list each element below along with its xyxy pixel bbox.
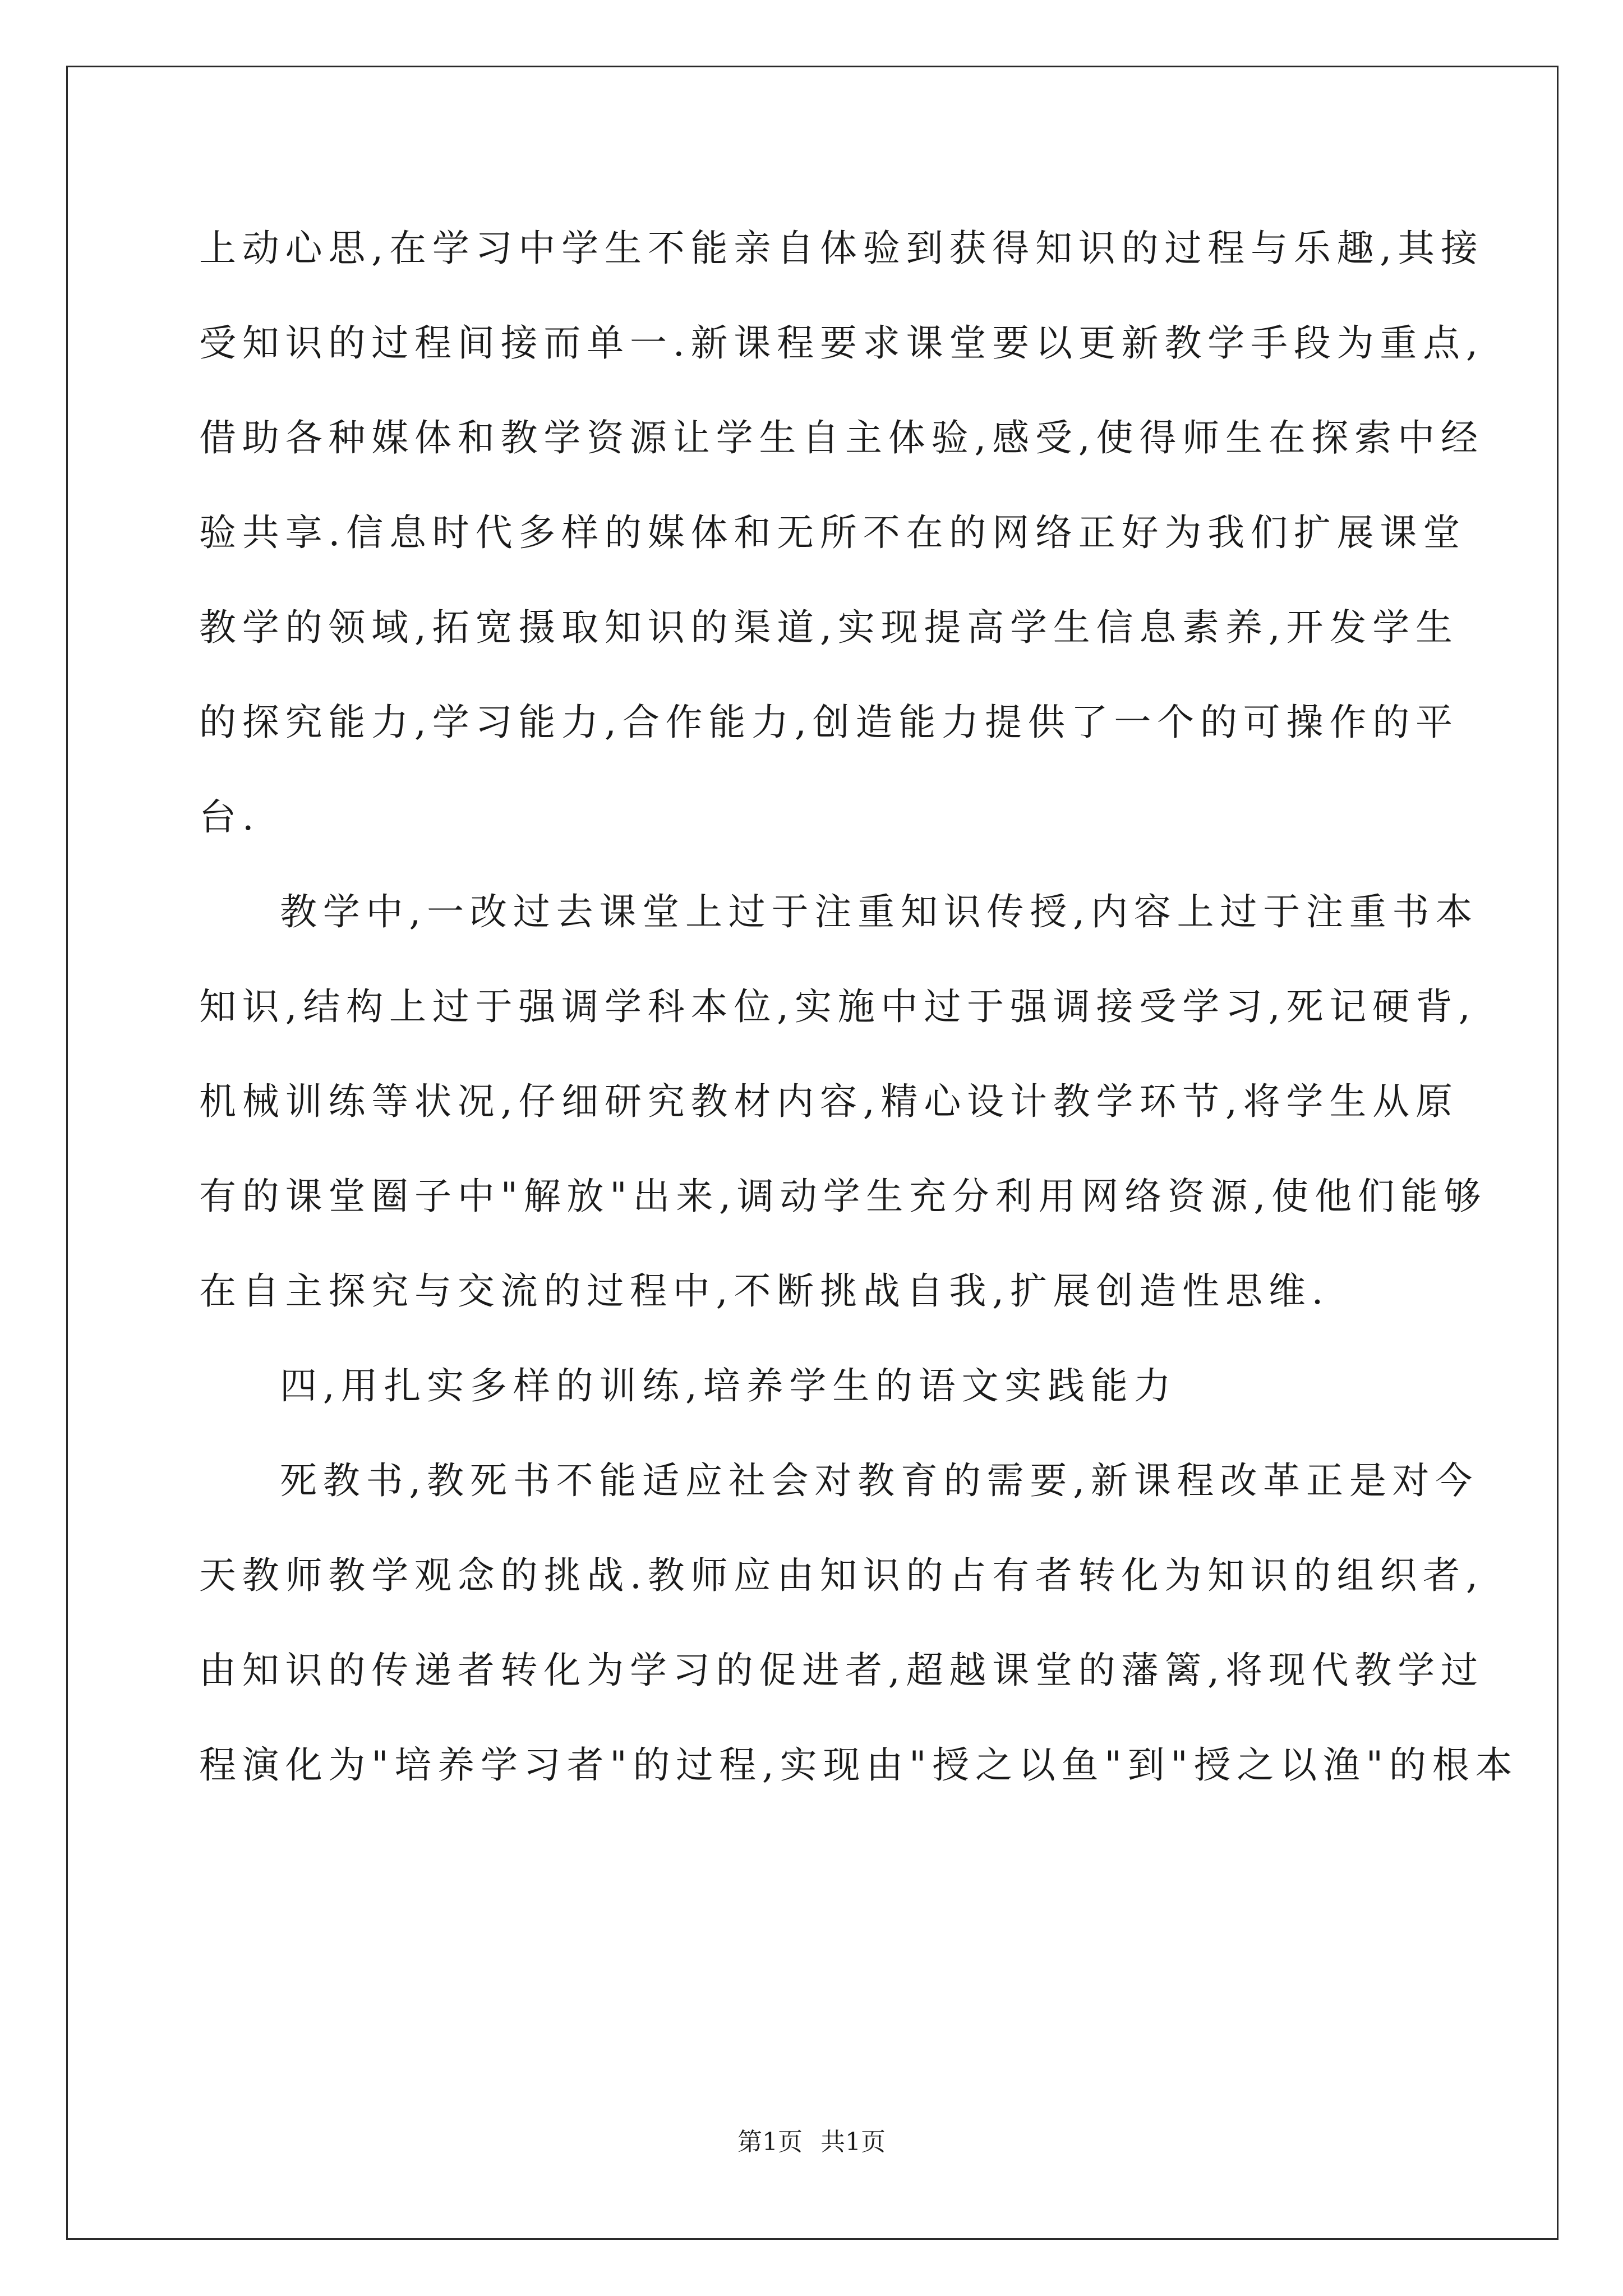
text-line: 的探究能力,学习能力,合作能力,创造能力提供了一个的可操作的平 bbox=[199, 701, 1459, 744]
text-line: 知识,结构上过于强调学科本位,实施中过于强调接受学习,死记硬背, bbox=[199, 985, 1477, 1028]
text-line: 机械训练等状况,仔细研究教材内容,精心设计教学环节,将学生从原 bbox=[199, 1080, 1459, 1123]
section-heading: 四,用扎实多样的训练,培养学生的语文实践能力 bbox=[280, 1364, 1177, 1407]
text-line: 受知识的过程间接而单一.新课程要求课堂要以更新教学手段为重点, bbox=[199, 321, 1484, 365]
text-line: 上动心思,在学习中学生不能亲自体验到获得知识的过程与乐趣,其接 bbox=[199, 227, 1484, 270]
page-number: 第1页 共1页 bbox=[737, 2128, 886, 2156]
text-line: 在自主探究与交流的过程中,不断挑战自我,扩展创造性思维. bbox=[199, 1269, 1330, 1313]
text-line: 天教师教学观念的挑战.教师应由知识的占有者转化为知识的组织者, bbox=[199, 1554, 1484, 1597]
text-line: 教学的领域,拓宽摄取知识的渠道,实现提高学生信息素养,开发学生 bbox=[199, 606, 1459, 649]
text-line: 台. bbox=[199, 795, 260, 839]
text-line: 验共享.信息时代多样的媒体和无所不在的网络正好为我们扩展课堂 bbox=[199, 511, 1466, 554]
text-line: 有的课堂圈子中"解放"出来,调动学生充分利用网络资源,使他们能够 bbox=[199, 1175, 1487, 1218]
text-line: 由知识的传递者转化为学习的促进者,超越课堂的藩篱,将现代教学过 bbox=[199, 1649, 1484, 1692]
page-border bbox=[66, 66, 1559, 2240]
text-line: 借助各种媒体和教学资源让学生自主体验,感受,使得师生在探索中经 bbox=[199, 416, 1484, 459]
paragraph-first-line: 教学中,一改过去课堂上过于注重知识传授,内容上过于注重书本 bbox=[280, 890, 1479, 933]
paragraph-first-line: 死教书,教死书不能适应社会对教育的需要,新课程改革正是对今 bbox=[280, 1459, 1479, 1502]
text-line: 程演化为"培养学习者"的过程,实现由"授之以鱼"到"授之以渔"的根本 bbox=[199, 1743, 1519, 1787]
